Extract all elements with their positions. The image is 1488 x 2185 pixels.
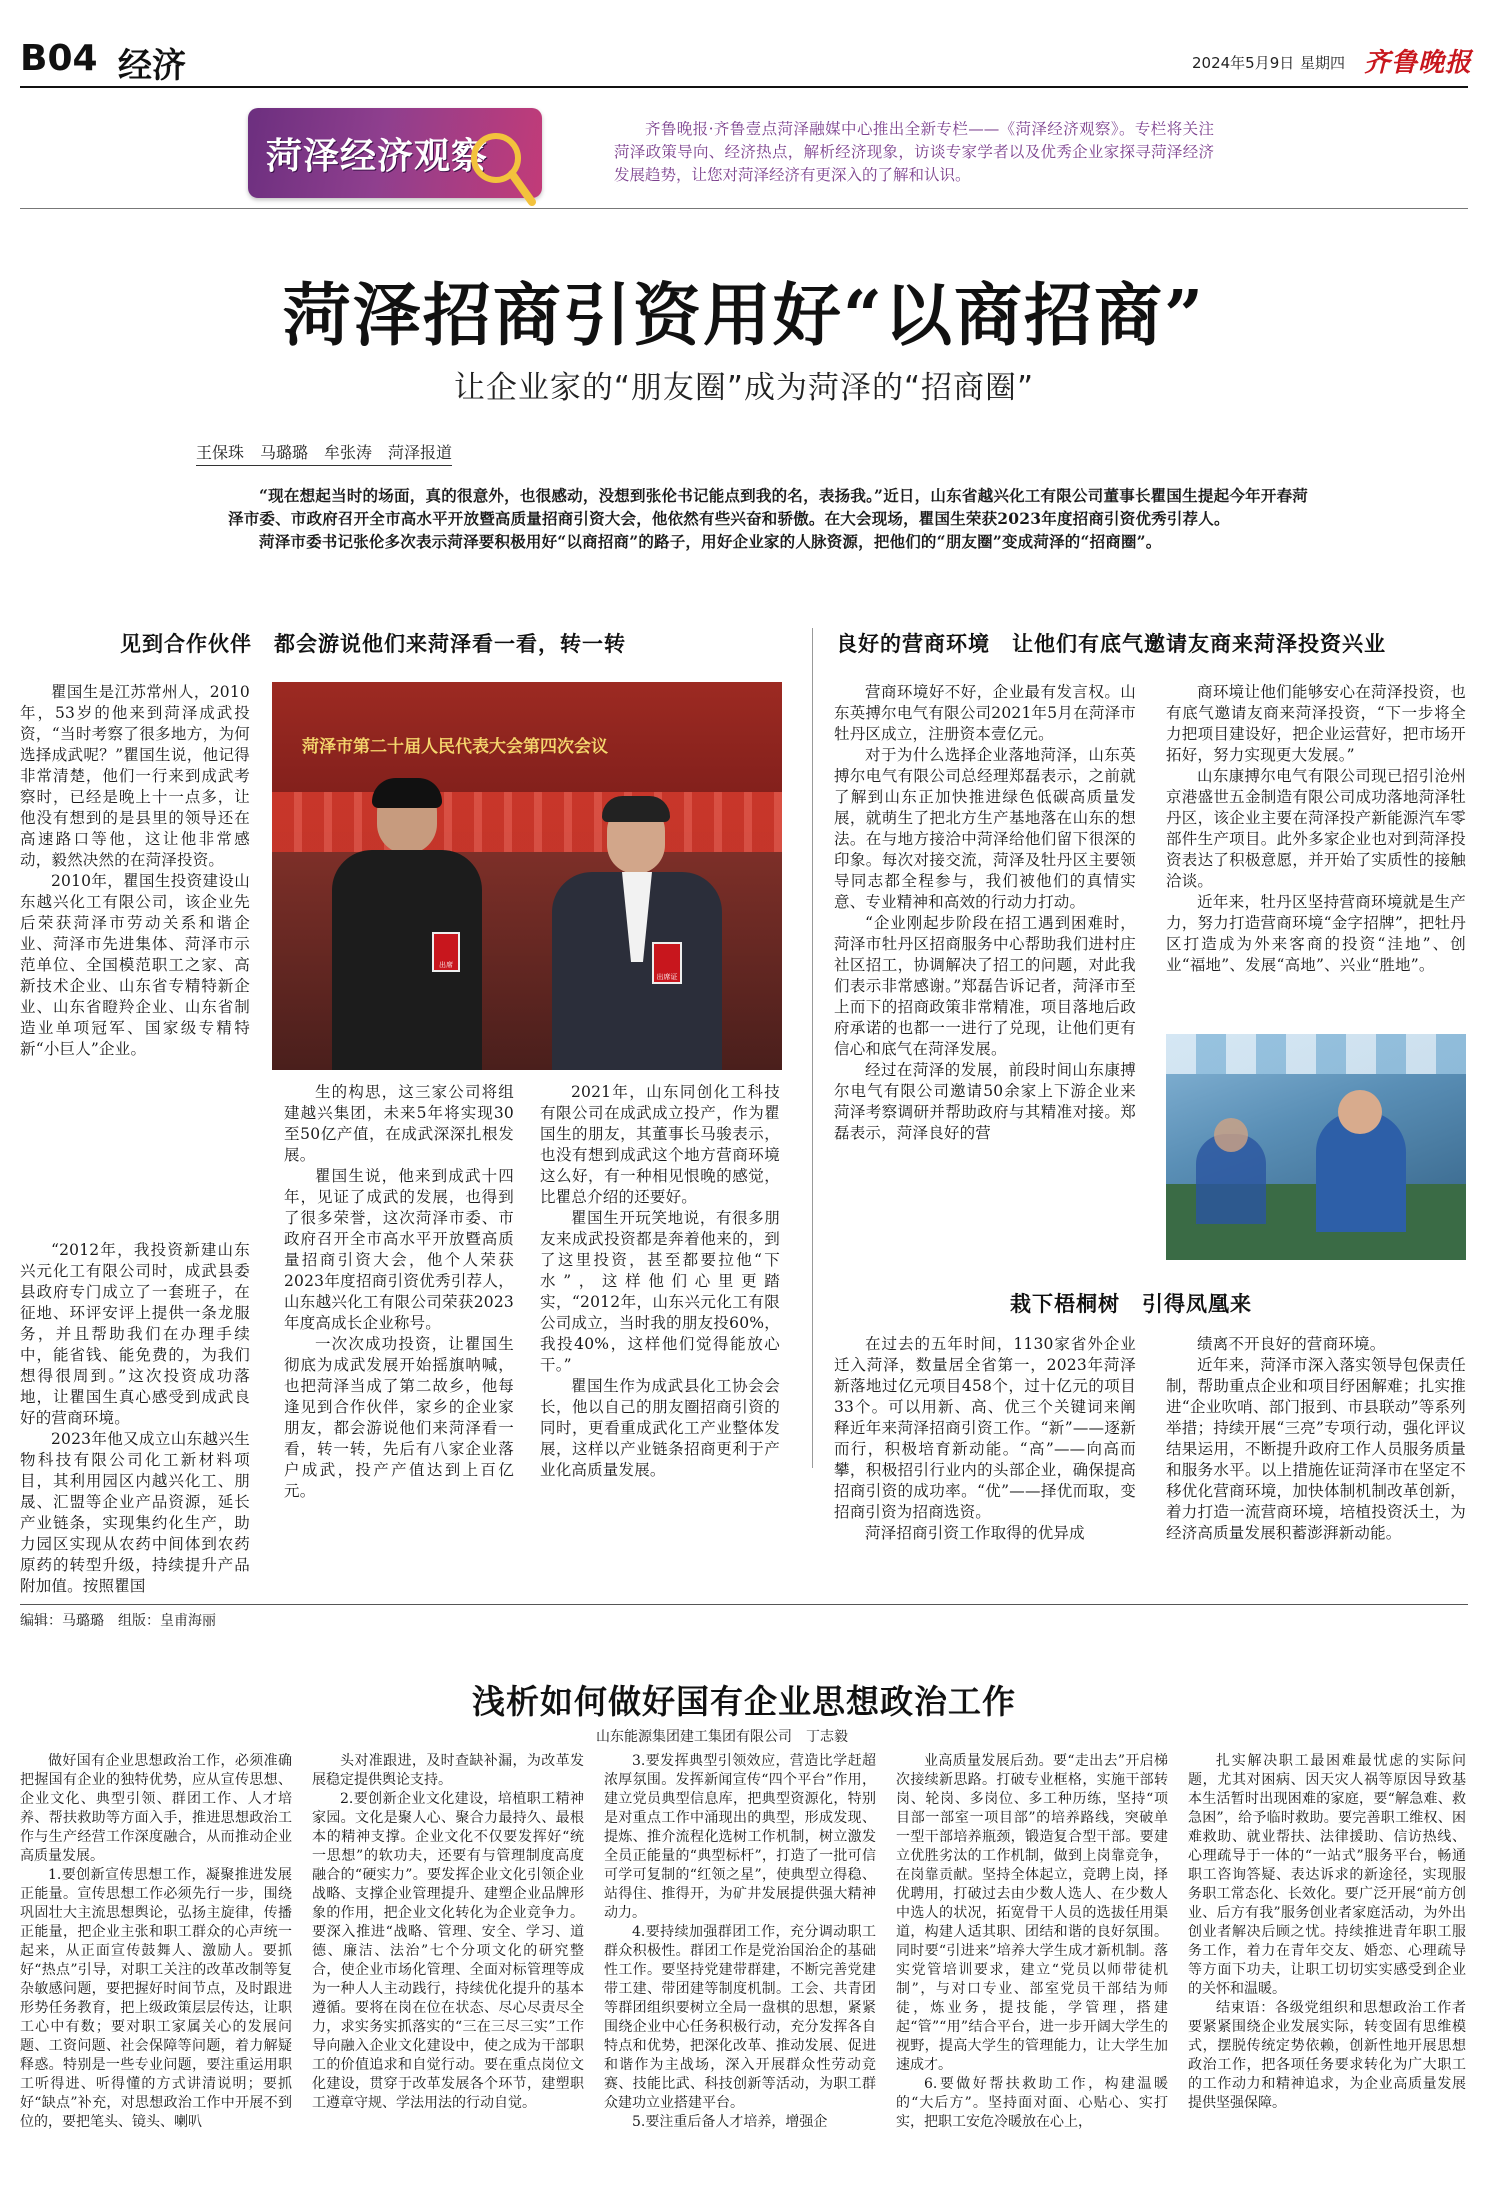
article1-col7 — [1166, 1334, 1466, 1544]
paragraph: 营商环境好不好，企业最有发言权。山东英搏尔电气有限公司2021年5月在菏泽市牡丹区成立，注册资本壹亿元。 — [834, 683, 1136, 743]
paragraph: 头对准跟进，及时查缺补漏，为改革发展稳定提供舆论支持。 — [312, 1753, 584, 1788]
paragraph: 做好国有企业思想政治工作，必须准确把握国有企业的独特优势，应从宣传思想、企业文化、典型引领、群团工作、人才培养、帮扶救助等方面入手，推进思想政治工作与生产经营工作深度融合，从而推动企业高质量发展。 — [20, 1753, 292, 1864]
person-right — [552, 802, 722, 1070]
person-left — [332, 782, 482, 1070]
section-name: 经济 — [118, 46, 186, 86]
paragraph: 业高质量发展后劲。要“走出去”开启梯次接续新思路。打破专业框格，实施干部转岗、轮岗、多岗位、多工种历练，坚持“项目部一部室一项目部”的培养路线，突破单一型干部培养瓶颈，锻造复合型干部。要建立优胜劣汰的工作机制，做到上岗靠竞争，在岗靠贡献。坚持全体起立，竞聘上岗，择优聘用，打破过去由少数人选人、在少数人中选人的状况，拓宽骨干人员的选拔任用渠道，构建人适其职、团结和谐的良好氛围。同时要“引进来”培养大学生成才新机制。落实党管培训要求，建立“党员以师带徒机制”，与对口专业、部室党员干部结为师徒，炼业务，提技能，学管理，搭建起“管”“用”结合平台，进一步开阔大学生的视野，提高大学生的管理能力，让大学生加速成才。 — [896, 1753, 1168, 2073]
article2-col5 — [1188, 1752, 1466, 2113]
attendee-badge — [652, 942, 682, 984]
article1-col6 — [834, 1334, 1136, 1544]
paragraph: 菏泽招商引资工作取得的优异成 — [865, 1524, 1085, 1542]
article2-col1 — [20, 1752, 292, 2132]
lead-paragraph: “现在想起当时的场面，真的很意外，也很感动，没想到张伦书记能点到我的名，表扬我。”近日，山东省越兴化工有限公司董事长瞿国生提起今年开春菏泽市委、市政府召开全市高水平开放暨高质量招商引资大会，他依然有些兴奋和骄傲。在大会现场，瞿国生荣获2023年度招商引资优秀引荐人。 — [228, 486, 1308, 528]
banner-rule — [20, 208, 1468, 209]
column-logo — [248, 108, 542, 198]
article-byline: 王保珠 马璐璐 牟张涛 菏泽报道 — [196, 440, 452, 466]
paragraph: 山东康搏尔电气有限公司现已招引沧州京港盛世五金制造有限公司成功落地菏泽牡丹区，该企业主要在菏泽投产新能源汽车零部件生产项目。此外多家企业也对到菏泽投资表达了积极意愿，并开始了实质性的接触洽谈。 — [1166, 767, 1466, 890]
attendee-badge — [432, 932, 460, 972]
article-title: 菏泽招商引资用好“以商招商” — [282, 276, 1206, 356]
article2-col4 — [896, 1752, 1168, 2132]
paragraph: 商环境让他们能够安心在菏泽投资，也有底气邀请友商来菏泽投资，“下一步将全力把项目建设好，把企业运营好，把市场开拓好，努力实现更大发展。” — [1166, 683, 1466, 764]
lead-paragraph: 菏泽市委书记张伦多次表示菏泽要积极用好“以商招商”的路子，用好企业家的人脉资源，把他们的“朋友圈”变成菏泽的“招商圈”。 — [259, 532, 1162, 551]
paragraph: 扎实解决职工最困难最忧虑的实际问题，尤其对困病、因天灾人祸等原因导致基本生活暂时出现困难的家庭，要“解急难、救急困”，给予临时救助。要完善职工维权、困难救助、就业帮扶、法律援助、信访热线、心理疏导于一体的“一站式”服务平台，畅通职工咨询答疑、表达诉求的新途径，实现服务职工常态化、长效化。要广泛开展“前方创业、后方有我”服务创业者家庭活动，为外出创业者解决后顾之忧。持续推进青年职工服务工作，着力在青年交友、婚恋、心理疏导等方面下功夫，让职工切切实实感受到企业的关怀和温暖。 — [1188, 1753, 1466, 1997]
article-subtitle: 让企业家的“朋友圈”成为菏泽的“招商圈” — [453, 370, 1035, 406]
paragraph: 近年来，菏泽市深入落实领导包保责任制，帮助重点企业和项目纾困解难；扎实推进“企业吹哨、部门报到、市县联动”等系列举措；持续开展“三亮”专项行动，强化评议结果运用，不断提升政府工作人员服务质量和服务水平。以上措施佐证菏泽市在坚定不移优化营商环境，加快体制机制改革创新，着力打造一流营商环境，培植投资沃土，为经济高质量发展积蓄澎湃新动能。 — [1166, 1356, 1466, 1542]
section-title: 栽下梧桐树 引得凤凰来 — [1010, 1292, 1252, 1316]
paragraph: 1.要创新宣传思想工作，凝聚推进发展正能量。宣传思想工作必须先行一步，围绕巩固壮大主流思想舆论，弘扬主旋律，传播正能量，把企业主张和职工群众的心声统一起来，从正面宣传鼓舞人、激励人。要抓好“热点”引导，对职工关注的改革改制等复杂敏感问题，要把握好时间节点，及时跟进形势任务教育，把上级政策层层传达，让职工心中有数；要对职工家属关心的发展问题、工资问题、社会保障等问题，着力解疑释惑。特别是一些专业问题，要注重运用职工听得进、听得懂的方式讲清说明；要抓好“缺点”补充，对思想政治工作中开展不到位的，要把笔头、镜头、喇叭 — [20, 1867, 292, 2130]
magnifier-icon — [468, 130, 538, 208]
page-code: B04 — [20, 38, 98, 79]
photo-banner-text: 菏泽市第二十届人民代表大会第四次会议 — [302, 737, 608, 757]
article1-col2 — [284, 1082, 514, 1502]
masthead-logo: 齐鲁晚报 — [1364, 48, 1473, 78]
paragraph: 2.要创新企业文化建设，培植职工精神家园。文化是聚人心、聚合力最持久、最根本的精神支撑。企业文化不仅要发挥好“统一思想”的软功夫，还要有与管理制度高度融合的“硬实力”。要发挥企业文化引领企业战略、支撑企业管理提升、建塑企业品牌形象的作用，把企业文化转化为企业竞争力。要深入推进“战略、管理、安全、学习、道德、廉洁、法治”七个分项文化的研究整合，使企业市场化管理、全面对标管理等成为一种人人主动践行，持续优化提升的基本遵循。要将在岗在位在状态、尽心尽责尽全力，求实务实抓落实的“三在三尽三实”工作导向融入企业文化建设中，使之成为干部职工的价值追求和自觉行动。要在重点岗位文化建设，贯穿于改革发展各个环节，建塑职工遵章守规、学法用法的行动自觉。 — [312, 1791, 584, 2111]
column-intro: 齐鲁晚报·齐鲁壹点菏泽融媒中心推出全新专栏——《菏泽经济观察》。专栏将关注菏泽政策导向、经济热点，解析经济现象，访谈专家学者以及优秀企业家探寻菏泽经济发展趋势，让您对菏泽经济有更深入的了解和认识。 — [614, 120, 1214, 184]
paragraph: 3.要发挥典型引领效应，营造比学赶超浓厚氛围。发挥新闻宣传“四个平台”作用，建立党员典型信息库，把典型资源化，特别是对重点工作中涌现出的典型，形成发现、提炼、推介流程化选树工作机制，树立激发全员正能量的“典型标杆”，打造了一批可信可学可复制的“红领之星”，使典型立得稳、站得住、推得开，为矿井发展提供强大精神动力。 — [604, 1753, 876, 1921]
article2-author: 山东能源集团建工集团有限公司 丁志毅 — [596, 1729, 848, 1745]
paragraph: 5.要注重后备人才培养，增强企 — [632, 2114, 828, 2130]
article1-col3 — [540, 1082, 780, 1481]
issue-weekday: 星期四 — [1300, 54, 1346, 72]
paragraph: 6.要做好帮扶救助工作，构建温暖的“大后方”。坚持面对面、心贴心、实打实，把职工安危冷暖放在心上， — [896, 2076, 1168, 2130]
section-title: 见到合作伙伴 都会游说他们来菏泽看一看，转一转 — [120, 632, 626, 656]
paragraph: 瞿国生作为成武县化工协会会长，他以自己的朋友圈招商引资的同时，更看重成武化工产业整体发展，这样以产业链条招商更利于产业化高质量发展。 — [540, 1377, 780, 1479]
column-logo-text: 菏泽经济观察 — [266, 136, 489, 177]
paragraph: “企业刚起步阶段在招工遇到困难时，菏泽市牡丹区招商服务中心帮助我们进村庄社区招工，协调解决了招工的问题，对此我们表示非常感谢。”郑磊告诉记者，菏泽市至上而下的招商政策非常精准，项目落地后政府承诺的也都一一进行了兑现，让他们更有信心和底气在菏泽发展。 — [834, 914, 1136, 1058]
badge-text: 出席证 — [656, 973, 678, 981]
paragraph: 2010年，瞿国生投资建设山东越兴化工有限公司，该企业先后荣获菏泽市劳动关系和谐企业、菏泽市先进集体、菏泽市示范单位、全国模范职工之家、高新技术企业、山东省专精特新企业、山东省瞪羚企业、山东省制造业单项冠军、国家级专精特新“小巨人”企业。 — [20, 872, 250, 1058]
paragraph: 瞿国生说，他来到成武十四年，见证了成武的发展，也得到了很多荣誉，这次菏泽市委、市政府召开全市高水平开放暨高质量招商引资大会，他个人荣获2023年度招商引资优秀引荐人，山东越兴化工有限公司荣获2023年度高成长企业称号。 — [284, 1167, 514, 1332]
article1-col1 — [20, 682, 250, 1060]
article-lead — [228, 484, 1308, 553]
paragraph: 生的构思，这三家公司将组建越兴集团，未来5年将实现30至50亿产值，在成武深深扎根发展。 — [284, 1083, 514, 1164]
article1-col5 — [1166, 682, 1466, 976]
paragraph: 一次次成功投资，让瞿国生彻底为成武发展开始摇旗呐喊，也把菏泽当成了第二故乡，他每逢见到合作伙伴，家乡的企业家朋友，都会游说他们来菏泽看一看，转一转，先后有八家企业落户成武，投产产值达到上百亿元。 — [284, 1335, 514, 1500]
article2-col3 — [604, 1752, 876, 2132]
paragraph: 瞿国生开玩笑地说，有很多朋友来成武投资都是奔着他来的，到了这里投资，甚至都要拉他“下水”，这样他们心里更踏实，“2012年，山东兴元化工有限公司成立，当时我的朋友投60%，我投40%，这样他们觉得能放心干。” — [540, 1209, 780, 1374]
article1-col4 — [834, 682, 1136, 1144]
paragraph: 经过在菏泽的发展，前段时间山东康搏尔电气有限公司邀请50余家上下游企业来菏泽考察调研并帮助政府与其精准对接。郑磊表示，菏泽良好的营 — [834, 1061, 1136, 1142]
paragraph: 在过去的五年时间，1130家省外企业迁入菏泽，数量居全省第一，2023年菏泽新落地过亿元项目458个，过十亿元的项目33个。可以用新、高、优三个关键词来阐释近年来菏泽招商引资工作。“新”——逐新而行，积极培育新动能。“高”——向高而攀，积极招引行业内的头部企业，确保提高招商引资的成功率。“优”——择优而取，变招商引资为招商选资。 — [834, 1335, 1136, 1521]
paragraph: 4.要持续加强群团工作，充分调动职工群众积极性。群团工作是党治国治企的基础性工作。要坚持党建带群建，不断完善党建带工建、带团建等制度机制。工会、共青团等群团组织要树立全局一盘棋的思想，紧紧围绕企业中心任务积极行动，充分发挥各自特点和优势，把深化改革、推动发展、促进和谐作为主战场，深入开展群众性劳动竞赛、技能比武、科技创新等活动，为职工群众建功立业搭建平台。 — [604, 1924, 876, 2111]
paragraph: 绩离不开良好的营商环境。 — [1197, 1335, 1386, 1353]
paragraph: 结束语：各级党组织和思想政治工作者要紧紧围绕企业发展实际，转变固有思维模式，摆脱传统定势依赖，创新性地开展思想政治工作，把各项任务要求转化为广大职工的工作动力和精神追求，为企业高质量发展提供坚强保障。 — [1188, 2000, 1466, 2111]
paragraph: “2012年，我投资新建山东兴元化工有限公司时，成武县委县政府专门成立了一套班子，在征地、环评安评上提供一条龙服务，并且帮助我们在办理手续中，能省钱、能免费的，为我们想得很周到。”这次投资成功落地，让瞿国生真心感受到成武良好的营商环境。 — [20, 1241, 250, 1427]
paragraph: 2021年，山东同创化工科技有限公司在成武成立投产，作为瞿国生的朋友，其董事长马骏表示，也没有想到成武这个地方营商环境这么好，有一种相见恨晚的感觉，比瞿总介绍的还要好。 — [540, 1083, 780, 1206]
paragraph: 对于为什么选择企业落地菏泽，山东英搏尔电气有限公司总经理郑磊表示，之前就了解到山东正加快推进绿色低碳高质量发展，就萌生了把北方生产基地落在山东的想法。在与地方接洽中菏泽给他们留下很深的印象。每次对接交流，菏泽及牡丹区主要领导同志都全程参与，我们被他们的真情实意、专业精神和高效的行动力打动。 — [834, 746, 1136, 911]
article2-title: 浅析如何做好国有企业思想政治工作 — [472, 1682, 1016, 1721]
section-title: 良好的营商环境 让他们有底气邀请友商来菏泽投资兴业 — [836, 632, 1386, 656]
header-rule — [20, 86, 1468, 88]
article1-col1b — [20, 1240, 250, 1597]
issue-date: 2024年5月9日 — [1192, 54, 1295, 72]
factory-photo — [1166, 1034, 1466, 1260]
paragraph: 瞿国生是江苏常州人，2010年，53岁的他来到菏泽成武投资，“当时考察了很多地方，为何选择成武呢？”瞿国生说，他记得非常清楚，他们一行来到成武考察时，已经是晚上十一点多，让他没有想到的是县里的领导还在高速路口等他，这让他非常感动，毅然决然的在菏泽投资。 — [20, 683, 250, 869]
badge-text: 出席 — [439, 961, 453, 969]
paragraph: 2023年他又成立山东越兴生物科技有限公司化工新材料项目，其利用园区内越兴化工、朋晟、汇盟等企业产品资源，延长产业链条，实现集约化生产，助力园区实现从农药中间体到农药原药的转型升级，持续提升产品附加值。按照瞿国 — [20, 1430, 250, 1595]
conference-photo — [272, 682, 782, 1070]
article1-bottom-rule — [20, 1604, 1468, 1605]
editor-credit: 编辑：马璐璐 组版：皇甫海丽 — [20, 1613, 216, 1629]
photo-lights — [1166, 1034, 1466, 1074]
paragraph: 近年来，牡丹区坚持营商环境就是生产力，努力打造营商环境“金字招牌”，把牡丹区打造成为外来客商的投资“洼地”、创业“福地”、发展“高地”、兴业“胜地”。 — [1166, 893, 1466, 974]
page-header — [0, 0, 1488, 86]
article2-col2 — [312, 1752, 584, 2113]
column-divider — [812, 628, 813, 1468]
